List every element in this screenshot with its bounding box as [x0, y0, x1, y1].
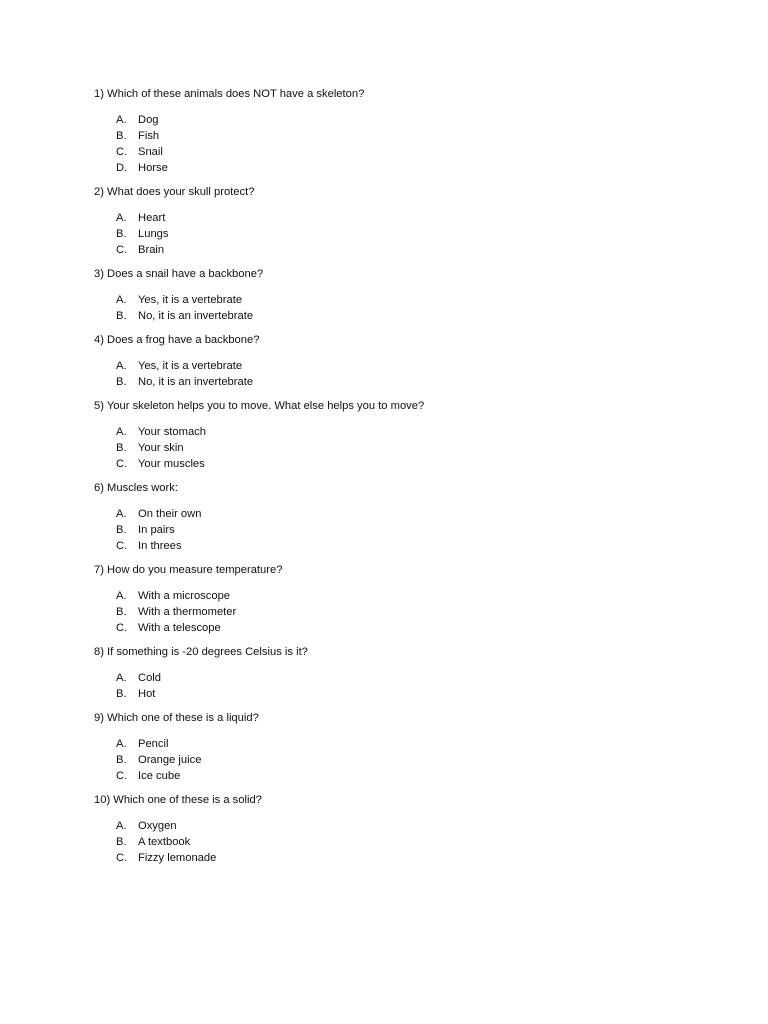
- answer-option: [94, 144, 694, 160]
- option-text: Dog: [138, 114, 159, 126]
- question-block: [94, 710, 694, 784]
- question-text: 3) Does a snail have a backbone?: [94, 268, 264, 280]
- answer-option: [94, 522, 694, 538]
- answer-option: [94, 424, 694, 440]
- option-letter: B.: [116, 442, 127, 454]
- option-text: Orange juice: [138, 754, 202, 766]
- option-letter: C.: [116, 146, 128, 158]
- answer-option: [94, 160, 694, 176]
- option-text: Lungs: [138, 228, 169, 240]
- option-text: A textbook: [138, 836, 191, 848]
- option-text: Your skin: [138, 442, 184, 454]
- answer-option: [94, 686, 694, 702]
- answer-option: [94, 112, 694, 128]
- option-text: No, it is an invertebrate: [138, 376, 254, 388]
- option-letter: A.: [116, 590, 127, 602]
- option-text: In threes: [138, 540, 182, 552]
- option-text: Your muscles: [138, 458, 205, 470]
- option-text: Horse: [138, 162, 168, 174]
- option-letter: A.: [116, 114, 127, 126]
- question-text: 5) Your skeleton helps you to move. What else helps you to move?: [94, 400, 425, 412]
- answer-option: [94, 226, 694, 242]
- option-text: Your stomach: [138, 426, 206, 438]
- question-block: [94, 792, 694, 866]
- answer-options: [94, 670, 694, 702]
- answer-options: [94, 112, 694, 176]
- option-letter: A.: [116, 508, 127, 520]
- option-text: Snail: [138, 146, 163, 158]
- answer-option: [94, 456, 694, 472]
- question-block: [94, 332, 694, 390]
- answer-options: [94, 292, 694, 324]
- option-letter: A.: [116, 212, 127, 224]
- answer-options: [94, 588, 694, 636]
- option-letter: C.: [116, 622, 128, 634]
- answer-option: [94, 818, 694, 834]
- answer-option: [94, 588, 694, 604]
- option-letter: B.: [116, 754, 127, 766]
- option-text: Pencil: [138, 738, 169, 750]
- option-text: Heart: [138, 212, 166, 224]
- option-letter: C.: [116, 770, 128, 782]
- option-letter: B.: [116, 310, 127, 322]
- answer-options: [94, 506, 694, 554]
- option-text: In pairs: [138, 524, 175, 536]
- option-letter: A.: [116, 820, 127, 832]
- question-block: [94, 562, 694, 636]
- answer-options: [94, 424, 694, 472]
- option-letter: D.: [116, 162, 128, 174]
- answer-option: [94, 308, 694, 324]
- option-text: On their own: [138, 508, 202, 520]
- option-letter: A.: [116, 672, 127, 684]
- answer-options: [94, 736, 694, 784]
- option-letter: A.: [116, 738, 127, 750]
- option-letter: B.: [116, 130, 127, 142]
- question-block: [94, 480, 694, 554]
- answer-option: [94, 242, 694, 258]
- answer-option: [94, 604, 694, 620]
- answer-option: [94, 440, 694, 456]
- answer-option: [94, 670, 694, 686]
- option-letter: A.: [116, 360, 127, 372]
- question-block: [94, 184, 694, 258]
- option-letter: B.: [116, 606, 127, 618]
- option-letter: C.: [116, 458, 128, 470]
- answer-options: [94, 210, 694, 258]
- answer-option: [94, 210, 694, 226]
- option-text: With a microscope: [138, 590, 231, 602]
- question-text: 2) What does your skull protect?: [94, 186, 255, 198]
- option-letter: B.: [116, 228, 127, 240]
- option-text: With a thermometer: [138, 606, 237, 618]
- question-text: 10) Which one of these is a solid?: [94, 794, 262, 806]
- option-text: Yes, it is a vertebrate: [138, 294, 243, 306]
- question-block: [94, 86, 694, 176]
- option-letter: C.: [116, 540, 128, 552]
- answer-option: [94, 506, 694, 522]
- option-letter: C.: [116, 244, 128, 256]
- question-text: 4) Does a frog have a backbone?: [94, 334, 260, 346]
- option-letter: B.: [116, 688, 127, 700]
- answer-option: [94, 538, 694, 554]
- question-text: 1) Which of these animals does NOT have a skeleton?: [94, 88, 365, 100]
- answer-option: [94, 358, 694, 374]
- answer-option: [94, 768, 694, 784]
- option-letter: C.: [116, 852, 128, 864]
- option-letter: A.: [116, 294, 127, 306]
- option-text: No, it is an invertebrate: [138, 310, 254, 322]
- question-text: 9) Which one of these is a liquid?: [94, 712, 259, 724]
- answer-option: [94, 128, 694, 144]
- answer-option: [94, 736, 694, 752]
- option-text: Fish: [138, 130, 160, 142]
- question-text: 7) How do you measure temperature?: [94, 564, 283, 576]
- option-letter: B.: [116, 376, 127, 388]
- answer-option: [94, 374, 694, 390]
- question-block: [94, 644, 694, 702]
- answer-option: [94, 752, 694, 768]
- answer-option: [94, 834, 694, 850]
- option-text: Cold: [138, 672, 162, 684]
- option-letter: B.: [116, 524, 127, 536]
- question-block: [94, 266, 694, 324]
- answer-option: [94, 850, 694, 866]
- answer-options: [94, 818, 694, 866]
- answer-option: [94, 292, 694, 308]
- option-text: Ice cube: [138, 770, 181, 782]
- quiz: [94, 86, 694, 874]
- option-letter: A.: [116, 426, 127, 438]
- option-text: Oxygen: [138, 820, 177, 832]
- option-text: Hot: [138, 688, 156, 700]
- question-block: [94, 398, 694, 472]
- question-text: 6) Muscles work:: [94, 482, 178, 494]
- answer-option: [94, 620, 694, 636]
- question-text: 8) If something is -20 degrees Celsius is it?: [94, 646, 308, 658]
- option-letter: B.: [116, 836, 127, 848]
- option-text: Yes, it is a vertebrate: [138, 360, 243, 372]
- answer-options: [94, 358, 694, 390]
- option-text: Fizzy lemonade: [138, 852, 217, 864]
- option-text: Brain: [138, 244, 165, 256]
- option-text: With a telescope: [138, 622, 221, 634]
